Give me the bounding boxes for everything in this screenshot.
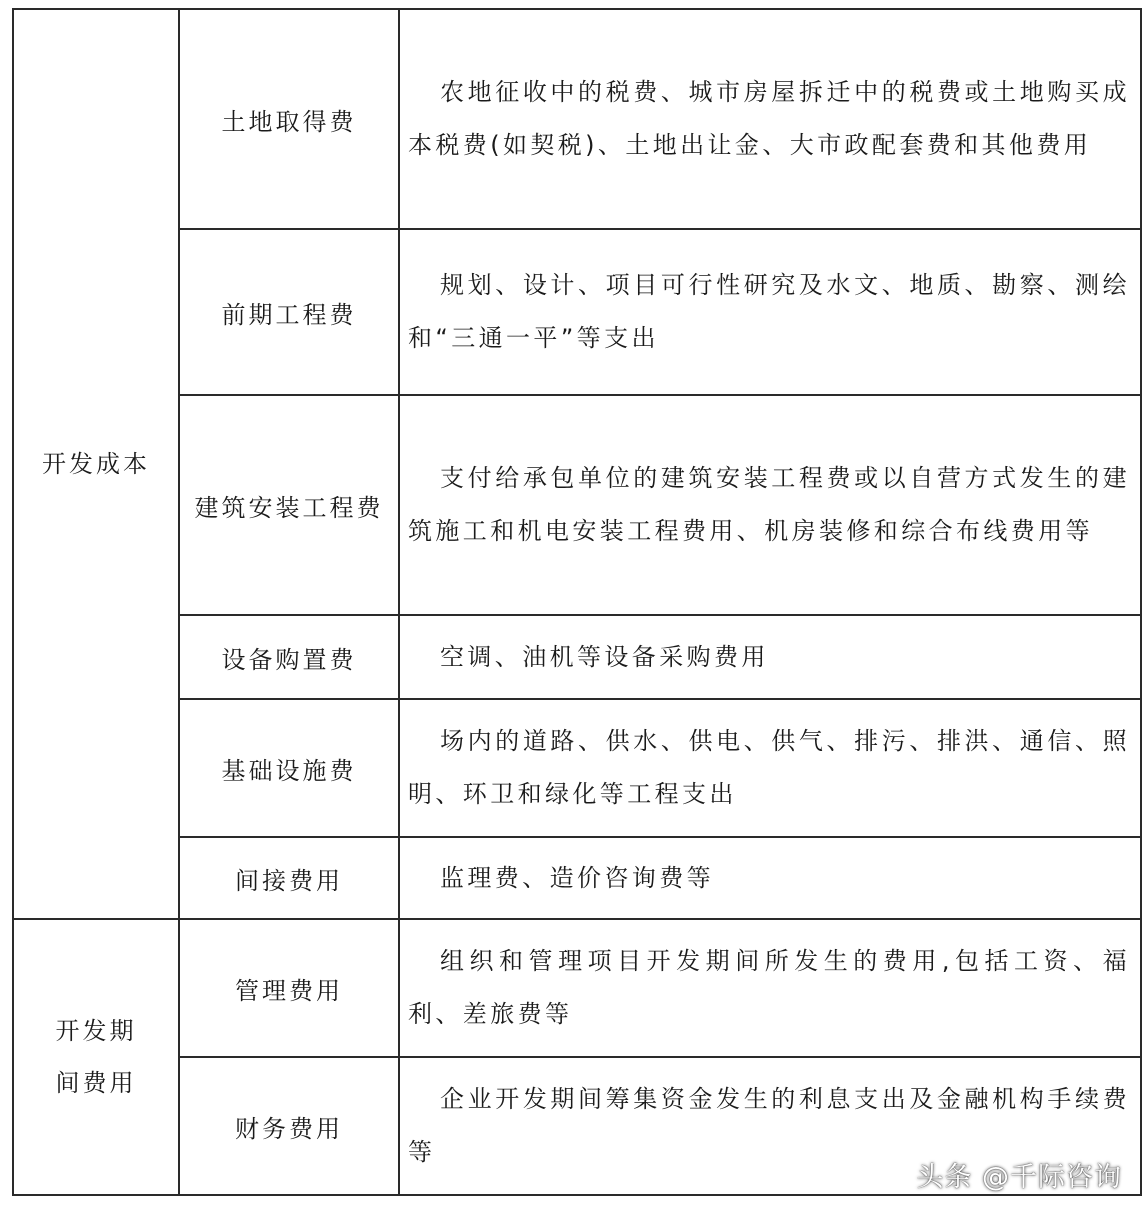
item-cell: 土地取得费 [179,9,399,229]
category-cell-period-cost [13,919,179,1195]
desc-cell: 农地征收中的税费、城市房屋拆迁中的税费或土地购买成本税费(如契税)、土地出让金、大市政配套费和其他费用 [399,9,1141,229]
watermark-text: 头条 @千际咨询 [916,1162,1122,1193]
table-row [13,9,1141,229]
table-row [13,615,1141,699]
table-row [13,229,1141,395]
item-cell: 前期工程费 [179,229,399,395]
desc-cell: 规划、设计、项目可行性研究及水文、地质、勘察、测绘和“三通一平”等支出 [399,229,1141,395]
category-label: 开发期间费用 [55,1017,137,1097]
table-row [13,837,1141,919]
table-row [13,919,1141,1057]
cost-table [12,8,1142,1196]
item-cell: 财务费用 [179,1057,399,1195]
table-row [13,699,1141,837]
item-cell: 基础设施费 [179,699,399,837]
category-label: 开发成本 [42,450,150,478]
item-cell: 间接费用 [179,837,399,919]
desc-cell: 组织和管理项目开发期间所发生的费用,包括工资、福利、差旅费等 [399,919,1141,1057]
item-cell: 建筑安装工程费 [179,395,399,615]
item-cell: 管理费用 [179,919,399,1057]
desc-cell: 支付给承包单位的建筑安装工程费或以自营方式发生的建筑施工和机电安装工程费用、机房装修和综合布线费用等 [399,395,1141,615]
desc-cell: 场内的道路、供水、供电、供气、排污、排洪、通信、照明、环卫和绿化等工程支出 [399,699,1141,837]
item-cell: 设备购置费 [179,615,399,699]
desc-cell: 监理费、造价咨询费等 [399,837,1141,919]
category-cell-dev-cost [13,9,179,919]
desc-cell: 企业开发期间筹集资金发生的利息支出及金融机构手续费等 [399,1057,1141,1195]
desc-cell: 空调、油机等设备采购费用 [399,615,1141,699]
table-row [13,395,1141,615]
